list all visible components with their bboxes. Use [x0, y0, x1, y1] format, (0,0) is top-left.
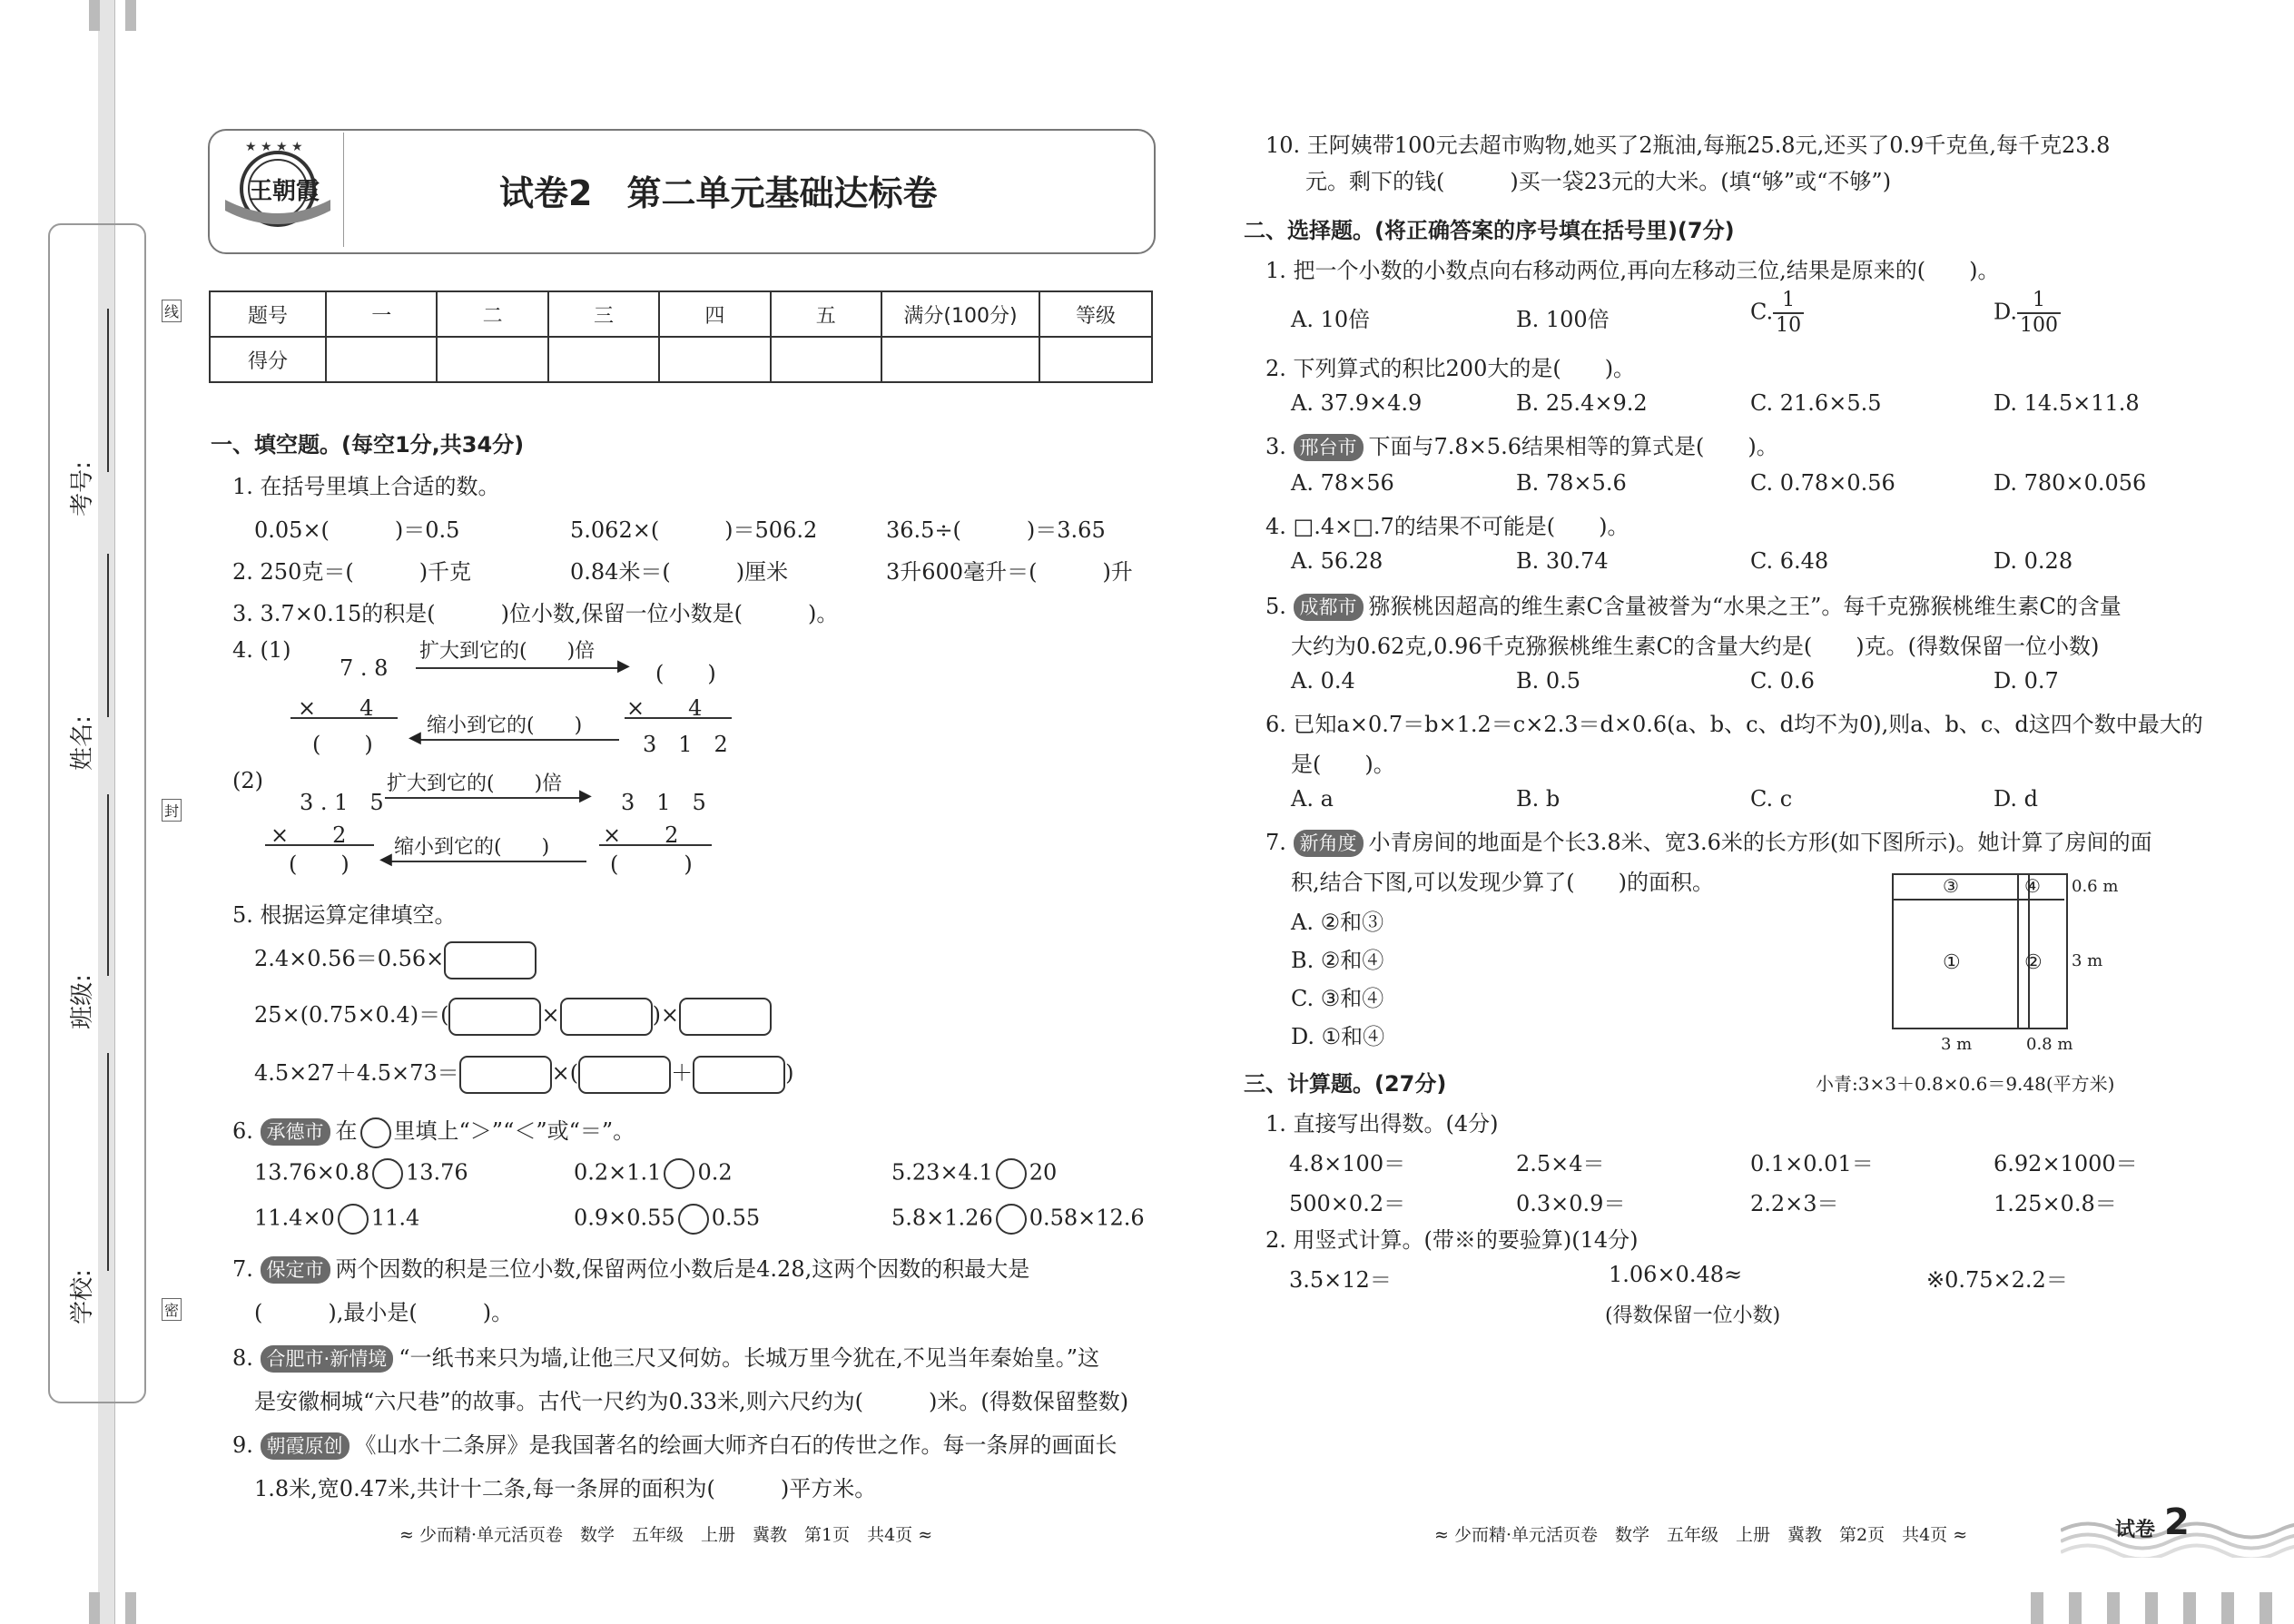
- region-tag: 成都市: [1294, 594, 1364, 621]
- c2-option-a: A. 37.9×4.9: [1291, 390, 1423, 416]
- score-cell[interactable]: [326, 337, 437, 382]
- q4-shrink-label-2: 缩小到它的( ): [394, 836, 550, 859]
- score-header: 题号: [210, 291, 326, 337]
- region-tag: 承德市: [261, 1118, 330, 1146]
- compare-circle[interactable]: [996, 1204, 1027, 1235]
- k2-a: 3.5×12＝: [1289, 1267, 1392, 1293]
- compare-circle[interactable]: [338, 1204, 369, 1235]
- section-1-title: 一、填空题。(每空1分,共34分): [211, 432, 525, 458]
- q9-text-a: 《山水十二条屏》是我国著名的绘画大师齐白石的传世之作。每一条屏的画面长: [354, 1432, 1117, 1458]
- q2b: 0.84米＝( )厘米: [570, 559, 789, 585]
- xuexiao-line: [107, 1053, 109, 1271]
- c5-option-c: C. 0.6: [1750, 668, 1815, 694]
- compare-circle[interactable]: [360, 1117, 391, 1148]
- arrow-left-icon: ◀: [379, 850, 392, 869]
- section-2-title: 二、选择题。(将正确答案的序号填在括号里)(7分): [1244, 218, 1735, 243]
- q4-num-315: 3 . 1 5: [300, 790, 384, 815]
- c7-option-b: B. ②和④: [1291, 948, 1384, 973]
- q6-row2c: [891, 1204, 1145, 1235]
- c1-option-d-label: D.: [1994, 299, 2018, 325]
- c7-text-a: 小青房间的地面是个长3.8米、宽3.6米的长方形(如下图所示)。她计算了房间的面: [1368, 830, 2152, 855]
- region-tag: 新角度: [1294, 830, 1364, 857]
- score-cell[interactable]: [771, 337, 881, 382]
- c4-option-a: A. 56.28: [1291, 548, 1383, 574]
- arrow-right-icon: ▶: [579, 786, 592, 805]
- c7-option-d: D. ①和④: [1291, 1024, 1385, 1049]
- c2-option-b: B. 25.4×9.2: [1516, 390, 1648, 416]
- student-info-box: [48, 223, 146, 1403]
- c1-option-d: [1994, 289, 2061, 338]
- c2-option-c: C. 21.6×5.5: [1750, 390, 1882, 416]
- q4-r-mult: × 4: [626, 695, 703, 721]
- c2-text: 2. 下列算式的积比200大的是( )。: [1265, 356, 1636, 381]
- q6-row2b: [574, 1204, 760, 1235]
- score-cell[interactable]: [659, 337, 770, 382]
- answer-box[interactable]: [578, 1056, 671, 1094]
- corner-bars-br: [2031, 1592, 2294, 1624]
- q4-r-315: 3 1 5: [621, 790, 706, 815]
- fraction: [2017, 289, 2061, 338]
- c4-option-c: C. 6.48: [1750, 548, 1829, 574]
- q6-left: 5.23×4.1: [891, 1159, 993, 1186]
- q4-r-line: [625, 717, 732, 719]
- q4-r-mult-2: × 2: [603, 822, 679, 848]
- c1-option-b: B. 100倍: [1516, 307, 1610, 332]
- q6-left: 5.8×1.26: [891, 1205, 993, 1231]
- score-header: 三: [548, 291, 659, 337]
- q1b: 5.062×( )＝506.2: [570, 517, 818, 543]
- mark-mi: 密: [162, 1298, 182, 1321]
- q6-right: 11.4: [370, 1205, 420, 1231]
- q8-text-a: “一纸书来只为墙,让他三尺又何妨。长城万里今犹在,不见当年秦始皇。”这: [399, 1345, 1100, 1371]
- c1-option-a: A. 10倍: [1291, 307, 1371, 332]
- q6-right: 0.55: [711, 1205, 761, 1231]
- c5-line1: 5. 成都市 猕猴桃因超高的维生素C含量被誉为“水果之王”。每千克猕猴桃维生素C的含量: [1265, 594, 2122, 619]
- q5b-text-2: ×: [541, 1002, 560, 1028]
- c7-option-c: C. ③和④: [1291, 986, 1384, 1011]
- q6-text: 6. 承德市 在 里填上“＞”“＜”或“＝”。: [232, 1113, 635, 1148]
- q6-left: 0.2×1.1: [574, 1159, 662, 1186]
- q6-text-b: 里填上“＞”“＜”或“＝”。: [393, 1118, 635, 1144]
- score-header: 五: [771, 291, 881, 337]
- c4-option-d: D. 0.28: [1994, 548, 2073, 574]
- score-header-row: [210, 291, 1152, 337]
- q4-product-2: ( ): [289, 851, 350, 877]
- score-header: 满分(100分): [881, 291, 1039, 337]
- q2a: 2. 250克＝( )千克: [232, 559, 472, 585]
- dim-08m: 0.8 m: [2026, 1035, 2073, 1054]
- k2-c: ※0.75×2.2＝: [1926, 1267, 2068, 1293]
- q1c: 36.5÷( )＝3.65: [886, 517, 1106, 543]
- q1-text: 1. 在括号里填上合适的数。: [232, 474, 500, 499]
- compare-circle[interactable]: [996, 1158, 1027, 1189]
- dim-06m: 0.6 m: [2072, 877, 2119, 896]
- region-tag: 朝霞原创: [261, 1432, 350, 1460]
- dim-3m-bottom: 3 m: [1941, 1035, 1973, 1054]
- q6-left: 13.76×0.8: [254, 1159, 369, 1186]
- xingming-line: [107, 554, 109, 717]
- corner-bars-bl: [89, 1592, 100, 1624]
- section-3-title: 三、计算题。(27分): [1244, 1071, 1447, 1097]
- score-cell[interactable]: [881, 337, 1039, 382]
- q5a: [254, 940, 537, 979]
- fraction-denominator: 100: [2020, 314, 2059, 337]
- q7-line1: 7. 保定市 两个因数的积是三位小数,保留两位小数后是4.28,这两个因数的积最大是: [232, 1256, 1030, 1282]
- q4-arrow-left: [416, 739, 619, 741]
- fraction: [1773, 289, 1804, 338]
- xingming-label: 姓名:: [68, 715, 96, 771]
- k1-r1-d: 6.92×1000＝: [1994, 1151, 2138, 1176]
- corner-bars-bl2: [125, 1592, 136, 1624]
- c6-option-d: D. d: [1994, 786, 2039, 812]
- q6-text-a: 在: [335, 1118, 358, 1144]
- arrow-left-icon: ◀: [409, 728, 421, 747]
- score-cell[interactable]: [1039, 337, 1152, 382]
- c3-option-a: A. 78×56: [1291, 470, 1394, 496]
- region-3-label: ③: [1943, 875, 1959, 897]
- score-header: 四: [659, 291, 770, 337]
- q5b-text-1: 25×(0.75×0.4)＝(: [254, 1002, 449, 1028]
- region-4-label: ④: [2024, 875, 2041, 897]
- c3-option-c: C. 0.78×0.56: [1750, 470, 1895, 496]
- score-header: 一: [326, 291, 437, 337]
- q7-line2: ( ),最小是( )。: [254, 1300, 514, 1325]
- c7-option-a: A. ②和③: [1291, 910, 1384, 935]
- k1-r1-b: 2.5×4＝: [1516, 1151, 1605, 1176]
- svg-text:★ ★ ★ ★: ★ ★ ★ ★: [245, 140, 303, 154]
- c6-line2: 是( )。: [1291, 752, 1395, 777]
- kaohao-label: 考号:: [68, 461, 96, 517]
- compare-circle[interactable]: [678, 1204, 709, 1235]
- score-cell[interactable]: [548, 337, 659, 382]
- banji-line: [107, 794, 109, 976]
- page-badge-label: 试卷: [2115, 1519, 2156, 1541]
- q1a: 0.05×( )＝0.5: [254, 517, 460, 543]
- region-tag: 合肥市·新情境: [261, 1345, 394, 1373]
- q6-left: 11.4×0: [254, 1205, 335, 1231]
- q10-line1: 10. 王阿姨带100元去超市购物,她买了2瓶油,每瓶25.8元,还买了0.9千克鱼,每千克23.8: [1265, 133, 2111, 158]
- q4-label-2: (2): [232, 768, 263, 793]
- q4-mult-2: × 2: [271, 822, 347, 848]
- footer-right: ≈ 少而精·单元活页卷 数学 五年级 上册 冀教 第2页 共4页 ≈: [1434, 1525, 1968, 1545]
- q4-label-1: 4. (1): [232, 637, 291, 663]
- q6-row1a: [254, 1158, 468, 1189]
- logo-text: 王朝霞: [249, 178, 320, 205]
- q4-r-product: ( ): [655, 661, 716, 686]
- arrow-right-icon: ▶: [617, 656, 630, 675]
- q5c-text-4: ): [785, 1060, 794, 1086]
- q5c-text-3: ＋: [671, 1060, 694, 1086]
- c1-option-c-label: C.: [1750, 299, 1774, 325]
- k1-r2-a: 500×0.2＝: [1289, 1191, 1406, 1216]
- mark-xian: 线: [162, 300, 182, 322]
- q6-left: 0.9×0.55: [574, 1205, 675, 1231]
- q5c-text-1: 4.5×27＋4.5×73＝: [254, 1060, 459, 1086]
- k2-note: (得数保留一位小数): [1605, 1304, 1781, 1327]
- q6-right: 0.58×12.6: [1029, 1205, 1145, 1231]
- c7-line1: 7. 新角度 小青房间的地面是个长3.8米、宽3.6米的长方形(如下图所示)。她计算了房间的面: [1265, 830, 2152, 855]
- compare-circle[interactable]: [664, 1158, 694, 1189]
- c5-option-d: D. 0.7: [1994, 668, 2059, 694]
- c3-text-a: 下面与7.8×5.6结果相等的算式是( )。: [1368, 434, 1778, 459]
- footer-left: ≈ 少而精·单元活页卷 数学 五年级 上册 冀教 第1页 共4页 ≈: [399, 1525, 933, 1545]
- banji-label: 班级:: [68, 974, 96, 1029]
- k1-r2-d: 1.25×0.8＝: [1994, 1191, 2117, 1216]
- q7-text-a: 两个因数的积是三位小数,保留两位小数后是4.28,这两个因数的积最大是: [335, 1256, 1030, 1282]
- page-title: 试卷2 第二单元基础达标卷: [499, 173, 938, 213]
- room-hline: [1892, 899, 2064, 901]
- c3-option-b: B. 78×5.6: [1516, 470, 1627, 496]
- answer-box[interactable]: [560, 998, 653, 1036]
- compare-circle[interactable]: [372, 1158, 403, 1189]
- q5c: [254, 1055, 794, 1094]
- answer-box[interactable]: [444, 941, 537, 979]
- fraction-denominator: 10: [1776, 314, 1802, 337]
- c1-option-c: [1750, 289, 1804, 338]
- k1-text: 1. 直接写出得数。(4分): [1265, 1111, 1499, 1137]
- score-row: [210, 337, 1152, 382]
- q4-r-312: 3 1 2: [643, 732, 728, 757]
- q4-arrow-right-2: [385, 797, 585, 799]
- k1-r2-c: 2.2×3＝: [1750, 1191, 1839, 1216]
- region-tag: 保定市: [261, 1256, 330, 1284]
- q5b: [254, 997, 772, 1036]
- xuexiao-label: 学校:: [68, 1269, 96, 1324]
- q6-row1b: [574, 1158, 733, 1189]
- q4-num-78: 7 . 8: [340, 655, 389, 681]
- answer-box[interactable]: [448, 998, 541, 1036]
- q6-right: 13.76: [405, 1159, 468, 1186]
- c5-option-a: A. 0.4: [1291, 668, 1355, 694]
- region-1-label: ①: [1943, 951, 1961, 974]
- c7-line2: 积,结合下图,可以发现少算了( )的面积。: [1291, 870, 1714, 895]
- c1-text: 1. 把一个小数的小数点向右移动两位,再向左移动三位,结果是原来的( )。: [1265, 258, 2000, 283]
- score-row-label: 得分: [210, 337, 326, 382]
- score-header: 等级: [1039, 291, 1152, 337]
- q8-line1: 8. 合肥市·新情境 “一纸书来只为墙,让他三尺又何妨。长城万里今犹在,不见当年秦始皇。”这: [232, 1345, 1100, 1371]
- q8-line2: 是安徽桐城“六尺巷”的故事。古代一尺约为0.33米,则六尺约为( )米。(得数保留整数): [254, 1389, 1129, 1414]
- q4-shrink-label: 缩小到它的( ): [427, 714, 583, 737]
- region-tag: 邢台市: [1294, 434, 1364, 461]
- mark-feng: 封: [162, 799, 182, 822]
- header-divider: [343, 133, 344, 247]
- page-badge-number: 2: [2164, 1501, 2190, 1543]
- c6-option-c: C. c: [1750, 786, 1793, 812]
- q4-r-product-2: ( ): [610, 851, 693, 877]
- answer-box[interactable]: [679, 998, 772, 1036]
- score-header: 二: [437, 291, 547, 337]
- answer-box[interactable]: [459, 1056, 552, 1094]
- corner-bars-tl: [89, 0, 100, 31]
- q4-arrow-right: [416, 667, 623, 669]
- q9-line2: 1.8米,宽0.47米,共计十二条,每一条屏的面积为( )平方米。: [254, 1476, 877, 1501]
- room-vline-inner: [2017, 873, 2019, 1028]
- q5-text: 5. 根据运算定律填空。: [232, 902, 457, 928]
- c6-line1: 6. 已知a×0.7＝b×1.2＝c×2.3＝d×0.6(a、b、c、d均不为0),则a、b、c、d这四个数中最大的: [1265, 712, 2203, 737]
- q5b-text-3: )×: [652, 1002, 680, 1028]
- logo: [218, 136, 338, 243]
- k1-r1-c: 0.1×0.01＝: [1750, 1151, 1874, 1176]
- q6-right: 20: [1029, 1159, 1058, 1186]
- k1-r1-a: 4.8×100＝: [1289, 1151, 1406, 1176]
- c4-option-b: B. 30.74: [1516, 548, 1609, 574]
- q3-text: 3. 3.7×0.15的积是( )位小数,保留一位小数是( )。: [232, 601, 839, 626]
- q5c-text-2: ×(: [551, 1060, 579, 1086]
- q4-enlarge-label: 扩大到它的( )倍: [419, 640, 596, 663]
- q6-row2a: [254, 1204, 419, 1235]
- c6-option-b: B. b: [1516, 786, 1561, 812]
- c3-option-d: D. 780×0.056: [1994, 470, 2147, 496]
- q10-line2: 元。剩下的钱( )买一袋23元的大米。(填“够”或“不够”): [1305, 169, 1892, 194]
- q4-mult-4: × 4: [298, 695, 374, 721]
- answer-box[interactable]: [693, 1056, 785, 1094]
- k2-text: 2. 用竖式计算。(带※的要验算)(14分): [1265, 1227, 1639, 1253]
- q6-row1c: [891, 1158, 1057, 1189]
- score-table: [209, 290, 1153, 383]
- q6-right: 0.2: [697, 1159, 733, 1186]
- c5-line2: 大约为0.62克,0.96千克猕猴桃维生素C的含量大约是( )克。(得数保留一位小数): [1291, 634, 2100, 659]
- q4-arrow-left-2: [387, 861, 586, 862]
- corner-bars-tl2: [125, 0, 136, 31]
- c5-option-b: B. 0.5: [1516, 668, 1581, 694]
- dim-3m-right: 3 m: [2072, 951, 2103, 970]
- k2-b: 1.06×0.48≈: [1609, 1262, 1743, 1287]
- q5a-text: 2.4×0.56＝0.56×: [254, 946, 445, 971]
- q2c: 3升600毫升＝( )升: [886, 559, 1133, 585]
- figure-note: 小青:3×3＋0.8×0.6＝9.48(平方米): [1816, 1073, 2115, 1095]
- fraction-numerator: 1: [2017, 289, 2061, 314]
- q4-enlarge-label-2: 扩大到它的( )倍: [387, 773, 563, 795]
- kaohao-line: [107, 309, 109, 472]
- c6-option-a: A. a: [1291, 786, 1334, 812]
- c3-text: 3. 邢台市 下面与7.8×5.6结果相等的算式是( )。: [1265, 434, 1778, 459]
- q4-product-1: ( ): [312, 732, 373, 757]
- fraction-numerator: 1: [1773, 289, 1804, 314]
- c5-text-a: 猕猴桃因超高的维生素C含量被誉为“水果之王”。每千克猕猴桃维生素C的含量: [1368, 594, 2122, 619]
- k1-r2-b: 0.3×0.9＝: [1516, 1191, 1626, 1216]
- region-2-label: ②: [2024, 951, 2043, 974]
- c4-text: 4. □.4×□.7的结果不可能是( )。: [1265, 514, 1629, 539]
- q4-line-1: [290, 717, 398, 719]
- q9-line1: 9. 朝霞原创 《山水十二条屏》是我国著名的绘画大师齐白石的传世之作。每一条屏的画面长: [232, 1432, 1117, 1458]
- score-cell[interactable]: [437, 337, 547, 382]
- c2-option-d: D. 14.5×11.8: [1994, 390, 2140, 416]
